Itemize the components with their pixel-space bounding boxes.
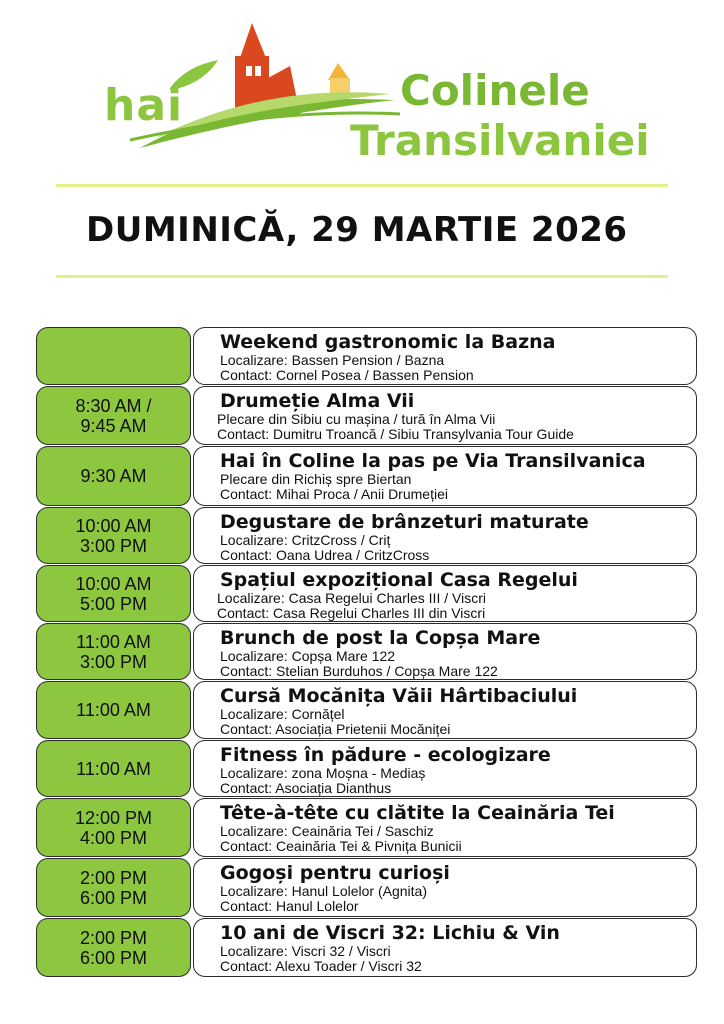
- event-contact: Contact: Dumitru Troancă / Sibiu Transylvania Tour Guide: [217, 426, 574, 442]
- event-contact: Contact: Casa Regelui Charles III din Viscri: [217, 605, 486, 621]
- event-contact: Contact: Hanul Lolelor: [220, 898, 359, 914]
- event-time-text: 9:30 AM: [80, 466, 147, 486]
- event-title: Cursă Mocănița Văii Hârtibaciului: [220, 685, 578, 707]
- event-time-text: 11:00 AM: [76, 758, 151, 779]
- event-row: [36, 918, 698, 977]
- event-details: [193, 623, 697, 680]
- event-time-text: 2:00 PM: [79, 867, 148, 888]
- event-contact: Contact: Asociația Dianthus: [220, 780, 392, 796]
- event-contact: Contact: Stelian Burduhos / Copșa Mare 122: [220, 663, 498, 679]
- event-location: Localizare: CritzCross / Criț: [220, 532, 391, 548]
- event-time-text: 10:00 AM: [75, 573, 152, 594]
- event-location: Localizare: Bassen Pension / Bazna: [220, 352, 445, 368]
- event-details: [193, 446, 697, 506]
- event-row: [36, 446, 698, 506]
- event-contact: Contact: Mihai Proca / Anii Drumeției: [220, 486, 448, 502]
- event-time-text: 5:00 PM: [79, 593, 148, 614]
- event-location: Localizare: Cornățel: [220, 706, 345, 722]
- event-time: [36, 681, 191, 739]
- event-time-text: 11:00 AM: [76, 631, 151, 652]
- event-details: [193, 681, 697, 739]
- event-time-text: 8:30 AM /: [75, 395, 152, 416]
- event-title: Tête-à-tête cu clătite la Ceainăria Tei: [220, 802, 615, 824]
- event-row: [36, 623, 698, 680]
- event-location: Localizare: Hanul Lolelor (Agnita): [220, 883, 427, 899]
- event-time-text: 2:00 PM: [79, 927, 148, 948]
- event-details: [193, 798, 697, 857]
- event-contact: Contact: Oana Udrea / CritzCross: [220, 547, 430, 563]
- event-row: [36, 565, 698, 622]
- event-title: Weekend gastronomic la Bazna: [220, 331, 556, 353]
- event-contact: Contact: Ceainăria Tei & Pivnița Bunicii: [220, 838, 462, 854]
- event-row: [36, 327, 698, 385]
- logo: [100, 18, 650, 168]
- event-details: [193, 918, 697, 977]
- event-time: [36, 386, 191, 445]
- event-contact: Contact: Asociația Prietenii Mocăniței: [220, 721, 451, 737]
- small-tower-icon: [328, 63, 350, 80]
- event-time-text: 12:00 PM: [74, 807, 153, 828]
- event-time-text: 3:00 PM: [79, 535, 148, 556]
- event-title: Drumeție Alma Vii: [220, 390, 415, 412]
- event-details: [193, 858, 697, 917]
- event-row: [36, 386, 698, 445]
- event-row: [36, 681, 698, 739]
- event-location: Localizare: zona Moșna - Mediaș: [220, 765, 426, 781]
- event-time-text: 11:00 AM: [76, 700, 151, 720]
- event-title: 10 ani de Viscri 32: Lichiu & Vin: [220, 922, 560, 944]
- page-title: DUMINICĂ, 29 MARTIE 2026: [86, 210, 628, 250]
- event-title: Brunch de post la Copșa Mare: [220, 627, 541, 649]
- event-details: [193, 507, 697, 564]
- event-time: [36, 858, 191, 917]
- event-row: [36, 507, 698, 564]
- event-time: [36, 446, 191, 506]
- event-time-text: 3:00 PM: [79, 651, 148, 672]
- event-time-text: 9:45 AM: [80, 415, 147, 436]
- event-time: [36, 565, 191, 622]
- event-row: [36, 798, 698, 857]
- event-time-text: 6:00 PM: [79, 887, 148, 908]
- logo-title-line1: Colinele: [400, 66, 590, 115]
- event-contact: Contact: Cornel Posea / Bassen Pension: [220, 367, 474, 383]
- event-location: Plecare din Richiș spre Biertan: [220, 471, 412, 487]
- logo-hai-text: hai: [104, 80, 184, 131]
- event-location: Localizare: Ceainăria Tei / Saschiz: [220, 823, 434, 839]
- event-details: [193, 327, 697, 385]
- event-time: [36, 798, 191, 857]
- event-time: [36, 623, 191, 680]
- tower-roof-icon: [240, 23, 266, 58]
- event-details: [193, 740, 697, 797]
- event-title: Hai în Coline la pas pe Via Transilvanica: [220, 450, 646, 472]
- event-location: Plecare din Sibiu cu mașina / tură în Alma Vii: [217, 411, 496, 427]
- event-title: Fitness în pădure - ecologizare: [220, 744, 551, 766]
- event-location: Localizare: Copșa Mare 122: [220, 648, 396, 664]
- bottom-divider: [56, 275, 668, 278]
- event-time: [36, 918, 191, 977]
- event-location: Localizare: Casa Regelui Charles III / Viscri: [217, 590, 486, 606]
- logo-title-line2: Transilvaniei: [350, 116, 650, 165]
- top-divider: [56, 184, 668, 187]
- event-details: [193, 386, 697, 445]
- event-title: Gogoși pentru curioși: [220, 862, 450, 884]
- event-time-text: 4:00 PM: [79, 827, 148, 848]
- event-title: Degustare de brânzeturi maturate: [220, 511, 589, 533]
- event-location: Localizare: Viscri 32 / Viscri: [220, 943, 391, 959]
- event-title: Spațiul expozițional Casa Regelui: [220, 569, 578, 591]
- event-details: [193, 565, 697, 622]
- event-row: [36, 740, 698, 797]
- event-time: [36, 507, 191, 564]
- event-contact: Contact: Alexu Toader / Viscri 32: [220, 958, 422, 974]
- event-time-text: 10:00 AM: [75, 515, 152, 536]
- event-time-text: 6:00 PM: [79, 947, 148, 968]
- event-row: [36, 858, 698, 917]
- event-time: [36, 327, 191, 385]
- event-time: [36, 740, 191, 797]
